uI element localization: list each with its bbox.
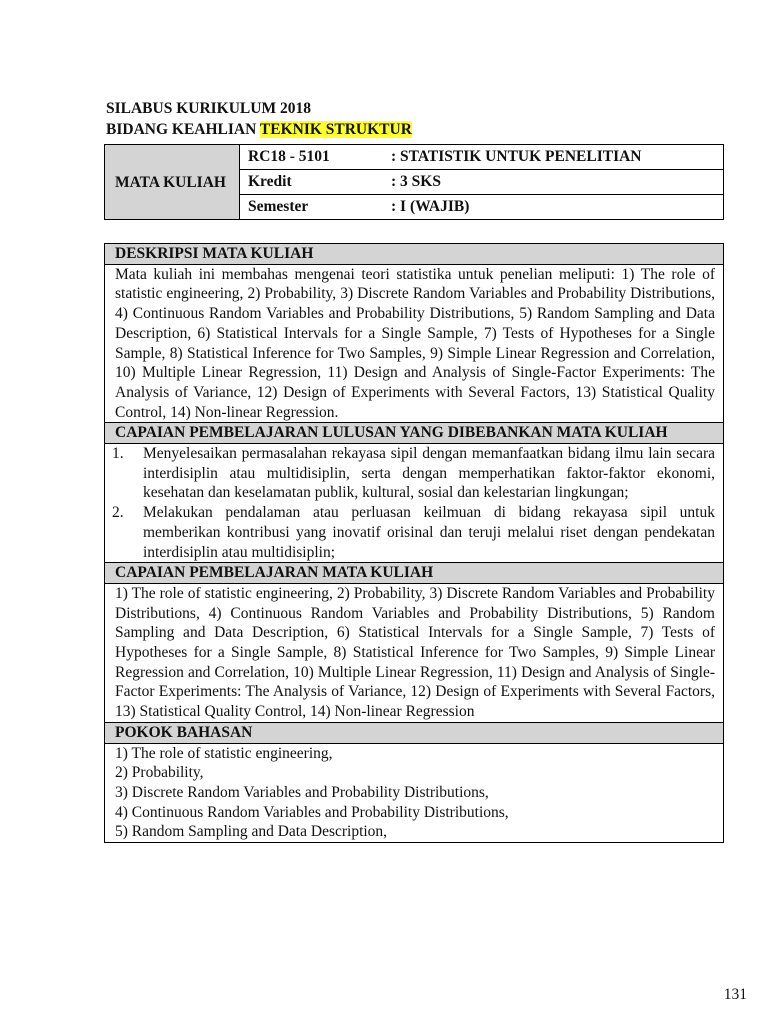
syllabus-table xyxy=(104,243,724,843)
credit-label: Kredit xyxy=(248,173,292,190)
cpl-list xyxy=(112,444,715,562)
cpl-item-text: Menyelesaikan permasalahan rekayasa sipil dengan memanfaatkan bidang ilmu lain secara interdisiplin atau multidisiplin, serta dengan memperhatikan faktor-faktor ekonomi, kesehatan dan keselamatan publik, kultural, sosial dan kelestarian lingkungan; xyxy=(143,445,715,502)
list-item: 5) Random Sampling and Data Description, xyxy=(115,823,388,841)
mata-kuliah-label: MATA KULIAH xyxy=(105,145,240,220)
credit-value: : 3 SKS xyxy=(391,173,441,190)
list-item: 3) Discrete Random Variables and Probability Distributions, xyxy=(115,783,489,801)
pokok-content xyxy=(105,743,724,843)
course-name: : STATISTIK UNTUK PENELITIAN xyxy=(391,148,642,165)
course-info-table xyxy=(104,144,724,220)
cpl-item-text: Melakukan pendalaman atau perluasan keilmuan di bidang rekayasa sipil untuk memberikan kontribusi yang inovatif orisinal dan teruji melalui riset dengan pendekatan interdisiplin atau multidisiplin; xyxy=(143,504,715,561)
list-item xyxy=(112,503,715,562)
list-item: 1) The role of statistic engineering, xyxy=(115,744,333,762)
cpl-item-number: 2. xyxy=(112,504,124,522)
page-number: 131 xyxy=(723,986,747,1003)
cpl-heading: CAPAIAN PEMBELAJARAN LULUSAN YANG DIBEBANKAN MATA KULIAH xyxy=(105,423,724,444)
document-header xyxy=(106,98,726,140)
semester-label: Semester xyxy=(248,198,309,215)
cpmk-text: 1) The role of statistic engineering, 2) Probability, 3) Discrete Random Variables and Probability Distributions, 4) Continuous Random Variables and Probability Distributions, 5) Random Sampling and Data Description, 6) Statistical Intervals for a Single Sample, 7) Tests of Hypotheses for a Single Sample, 8) Statistical Inference for Two Samples, 9) Simple Linear Regression and Correlation, 10) Multiple Linear Regression, 11) Design and Analysis of Single-Factor Experiments: The Analysis of Variance, 12) Design of Experiments with Several Factors, 13) Statistical Quality Control, 14) Non-linear Regression xyxy=(105,583,724,722)
field-highlight: TEKNIK STRUKTUR xyxy=(259,121,412,138)
field-title xyxy=(106,119,726,140)
list-item: 4) Continuous Random Variables and Probability Distributions, xyxy=(115,803,509,821)
course-code-row xyxy=(240,145,724,170)
field-prefix: BIDANG KEAHLIAN xyxy=(106,121,260,138)
curriculum-title: SILABUS KURIKULUM 2018 xyxy=(106,100,311,117)
pokok-heading: POKOK BAHASAN xyxy=(105,722,724,743)
list-item xyxy=(112,444,715,503)
cpl-content xyxy=(105,444,724,563)
list-item: 2) Probability, xyxy=(115,764,204,782)
deskripsi-text: Mata kuliah ini membahas mengenai teori statistika untuk penelian meliputi: 1) The role of statistic engineering, 2) Probability, 3) Discrete Random Variables and Probability Distributions, 4) Continuous Random Variables and Probability Distributions, 5) Random Sampling and Data Description, 6) Statistical Intervals for a Single Sample, 7) Tests of Hypotheses for a Single Sample, 8) Statistical Inference for Two Samples, 9) Simple Linear Regression and Correlation, 10) Multiple Linear Regression, 11) Design and Analysis of Single-Factor Experiments: The Analysis of Variance, 12) Design of Experiments with Several Factors, 13) Statistical Quality Control, 14) Non-linear Regression. xyxy=(105,264,724,423)
course-code: RC18 - 5101 xyxy=(248,148,330,165)
deskripsi-heading: DESKRIPSI MATA KULIAH xyxy=(105,244,724,265)
credit-row xyxy=(240,170,724,195)
cpl-item-number: 1. xyxy=(112,445,124,463)
cpmk-heading: CAPAIAN PEMBELAJARAN MATA KULIAH xyxy=(105,563,724,584)
semester-row xyxy=(240,195,724,220)
semester-value: : I (WAJIB) xyxy=(391,198,470,215)
